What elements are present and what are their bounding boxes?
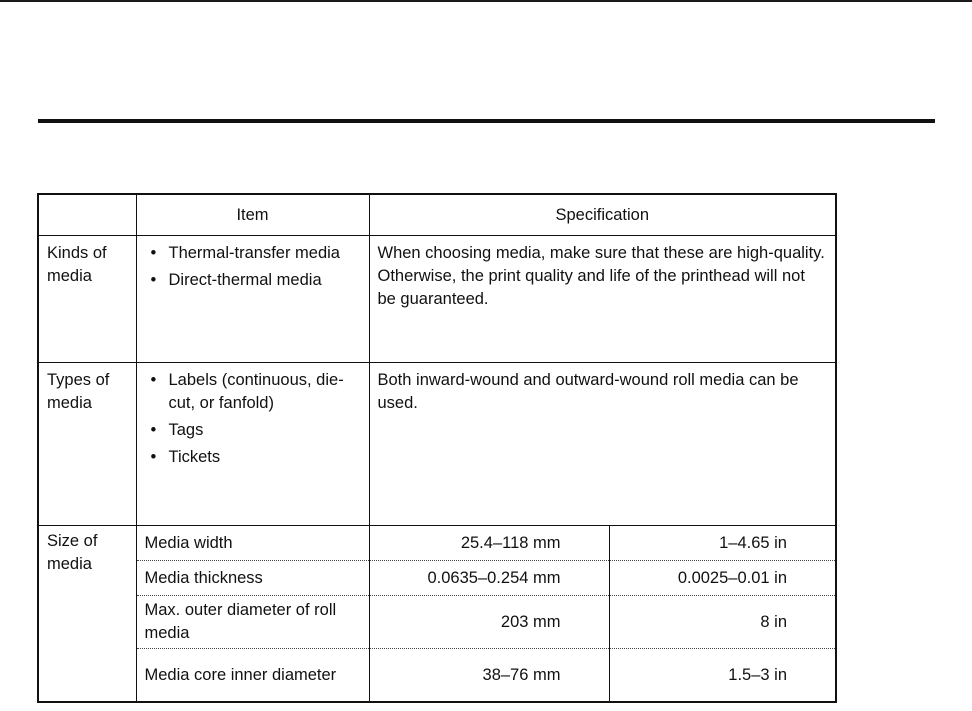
list-item: • Tickets — [145, 446, 361, 469]
category-line: Kinds of — [47, 244, 107, 262]
table-row — [38, 596, 836, 649]
table-header-row — [38, 194, 836, 236]
size-value-in: 8 in — [609, 596, 836, 649]
category-line: Size of — [47, 532, 98, 550]
size-value-mm: 0.0635–0.254 mm — [369, 561, 609, 596]
top-rule — [0, 0, 972, 2]
size-value-mm: 38–76 mm — [369, 649, 609, 703]
size-value-mm: 203 mm — [369, 596, 609, 649]
table-row — [38, 526, 836, 561]
category-line: media — [47, 555, 92, 573]
category-types-of-media — [38, 363, 136, 526]
size-item-label: Media thickness — [136, 561, 369, 596]
size-value-in: 1.5–3 in — [609, 649, 836, 703]
size-item-label: Max. outer diameter of roll media — [136, 596, 369, 649]
size-value-mm: 25.4–118 mm — [369, 526, 609, 561]
kinds-specification: When choosing media, make sure that these are high-quality. Otherwise, the print quality and life of the printhead will not be guaranteed. — [369, 236, 836, 363]
table-row — [38, 561, 836, 596]
kinds-items — [136, 236, 369, 363]
category-line: Types of — [47, 371, 110, 389]
category-size-of-media — [38, 526, 136, 703]
list-item: • Labels (continuous, die-cut, or fanfold) — [145, 369, 361, 415]
types-specification: Both inward-wound and outward-wound roll media can be used. — [369, 363, 836, 526]
list-item: • Direct-thermal media — [145, 269, 361, 292]
list-item: • Thermal-transfer media — [145, 242, 361, 265]
header-specification: Specification — [369, 194, 836, 236]
header-item: Item — [136, 194, 369, 236]
table-row — [38, 649, 836, 703]
list-item: • Tags — [145, 419, 361, 442]
table-row — [38, 363, 836, 526]
category-line: media — [47, 394, 92, 412]
media-spec-table — [37, 193, 837, 703]
section-rule — [38, 119, 935, 123]
size-item-label: Media width — [136, 526, 369, 561]
size-value-in: 1–4.65 in — [609, 526, 836, 561]
types-items — [136, 363, 369, 526]
category-line: media — [47, 267, 92, 285]
size-value-in: 0.0025–0.01 in — [609, 561, 836, 596]
category-kinds-of-media — [38, 236, 136, 363]
table-row — [38, 236, 836, 363]
header-blank-cell — [38, 194, 136, 236]
size-item-label: Media core inner diameter — [136, 649, 369, 703]
